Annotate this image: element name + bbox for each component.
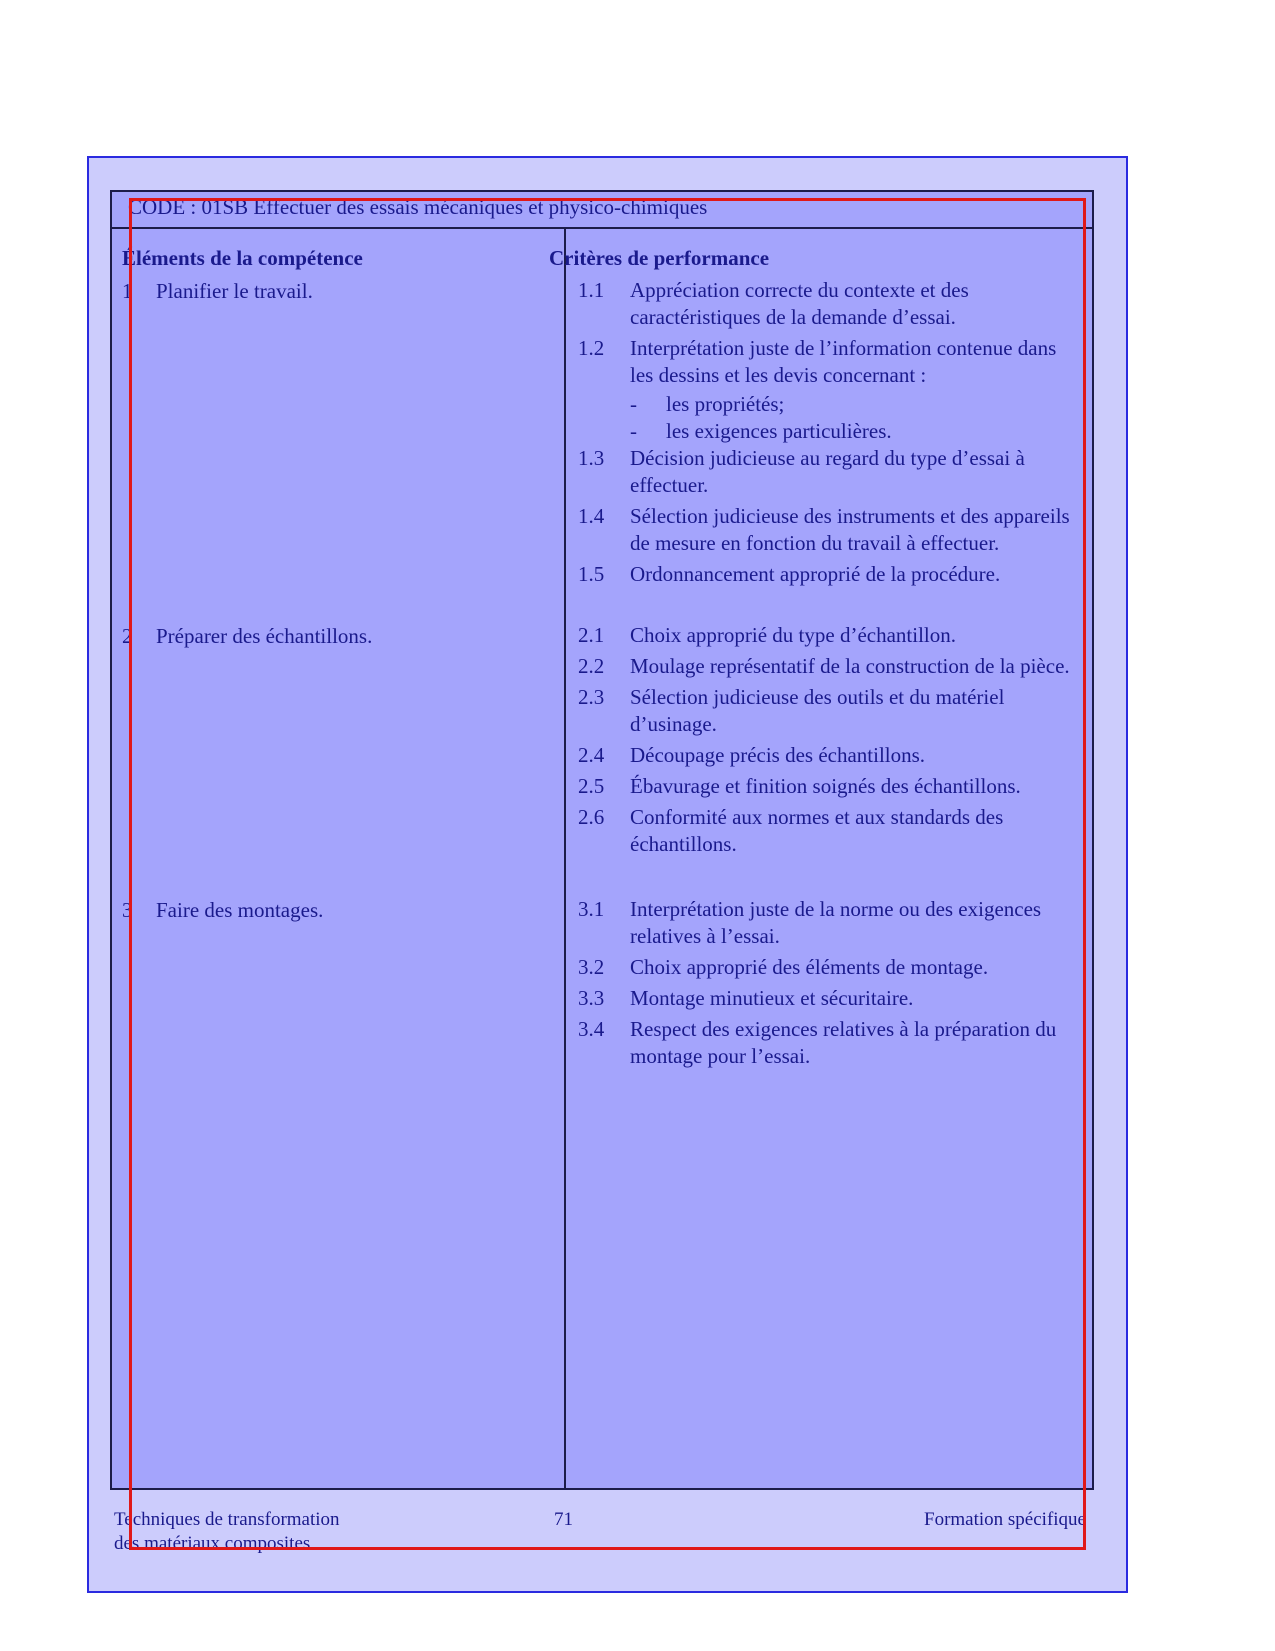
- criterion-number: 3.3: [578, 986, 605, 1010]
- page-number: 71: [554, 1509, 573, 1530]
- element-label: Faire des montages.: [156, 898, 324, 922]
- criterion: [578, 954, 1083, 981]
- criterion-text: Découpage précis des échantillons.: [630, 743, 926, 767]
- criterion-bullet: [578, 418, 1083, 445]
- criterion-number: 1.3: [578, 446, 605, 470]
- criteria-group-1: [578, 277, 1083, 592]
- criterion: [578, 445, 1083, 499]
- criterion: [578, 1016, 1083, 1070]
- bullet-text: les exigences particulières.: [666, 419, 892, 443]
- criterion-text: Moulage représentatif de la construction de la pièce.: [630, 654, 1070, 678]
- bullet-dash: -: [630, 419, 637, 443]
- criterion-text: Choix approprié du type d’échantillon.: [630, 623, 957, 647]
- criterion-number: 1.5: [578, 562, 605, 586]
- criteria-heading: Critères de performance: [549, 246, 770, 270]
- criterion: [578, 561, 1083, 588]
- criterion-number: 2.3: [578, 685, 605, 709]
- criterion-text: Respect des exigences relatives à la préparation du montage pour l’essai.: [630, 1017, 1057, 1068]
- bullet-dash: -: [630, 392, 637, 416]
- criterion-text: Appréciation correcte du contexte et des caractéristiques de la demande d’essai.: [630, 278, 969, 329]
- criterion-number: 3.4: [578, 1017, 605, 1041]
- criterion-text: Interprétation juste de la norme ou des exigences relatives à l’essai.: [630, 897, 1042, 948]
- column-divider: [564, 229, 566, 1488]
- criterion: [578, 335, 1083, 389]
- criterion: [578, 773, 1083, 800]
- criterion-text: Choix approprié des éléments de montage.: [630, 955, 989, 979]
- criterion-text: Décision judicieuse au regard du type d’essai à effectuer.: [630, 446, 1025, 497]
- criterion-text: Ordonnancement approprié de la procédure.: [630, 562, 1001, 586]
- element-number: 2: [122, 624, 133, 648]
- element-number: 1: [122, 279, 133, 303]
- criterion-text: Montage minutieux et sécuritaire.: [630, 986, 914, 1010]
- criterion: [578, 896, 1083, 950]
- competence-table: [110, 190, 1094, 1490]
- element-label: Préparer des échantillons.: [156, 624, 373, 648]
- criterion: [578, 653, 1083, 680]
- criterion-text: Sélection judicieuse des outils et du matériel d’usinage.: [630, 685, 1005, 736]
- criteria-group-3: [578, 896, 1083, 1074]
- criterion-number: 2.6: [578, 805, 605, 829]
- criterion-number: 3.2: [578, 955, 605, 979]
- criterion-number: 1.1: [578, 278, 605, 302]
- criterion-number: 2.4: [578, 743, 605, 767]
- criterion-number: 3.1: [578, 897, 605, 921]
- element-number: 3: [122, 898, 133, 922]
- criterion: [578, 985, 1083, 1012]
- criterion: [578, 684, 1083, 738]
- elements-heading: Éléments de la compétence: [122, 246, 363, 270]
- criteria-group-2: [578, 622, 1083, 862]
- criterion-text: Ébavurage et finition soignés des échantillons.: [630, 774, 1021, 798]
- criterion: [578, 503, 1083, 557]
- code-row: [112, 192, 1092, 229]
- criterion: [578, 277, 1083, 331]
- criterion-bullet: [578, 391, 1083, 418]
- footer-program: [114, 1508, 340, 1556]
- criterion-number: 2.5: [578, 774, 605, 798]
- footer-section: Formation spécifique: [924, 1509, 1086, 1530]
- criterion-text: Conformité aux normes et aux standards des échantillons.: [630, 805, 1004, 856]
- criterion-text: Interprétation juste de l’information contenue dans les dessins et les devis concernant :: [630, 336, 1057, 387]
- code-title: CODE : 01SB Effectuer des essais mécaniques et physico-chimiques: [128, 195, 708, 219]
- criterion-number: 2.2: [578, 654, 605, 678]
- criterion-number: 1.4: [578, 504, 605, 528]
- bullet-text: les propriétés;: [666, 392, 785, 416]
- criterion-number: 1.2: [578, 336, 605, 360]
- criterion: [578, 804, 1083, 858]
- element-label: Planifier le travail.: [156, 279, 313, 303]
- criterion: [578, 742, 1083, 769]
- criterion: [578, 622, 1083, 649]
- footer-program-line1: Techniques de transformation: [114, 1509, 340, 1530]
- footer-program-line2: des matériaux composites: [114, 1533, 311, 1554]
- criterion-text: Sélection judicieuse des instruments et des appareils de mesure en fonction du travail à effectuer.: [630, 504, 1070, 555]
- criterion-number: 2.1: [578, 623, 605, 647]
